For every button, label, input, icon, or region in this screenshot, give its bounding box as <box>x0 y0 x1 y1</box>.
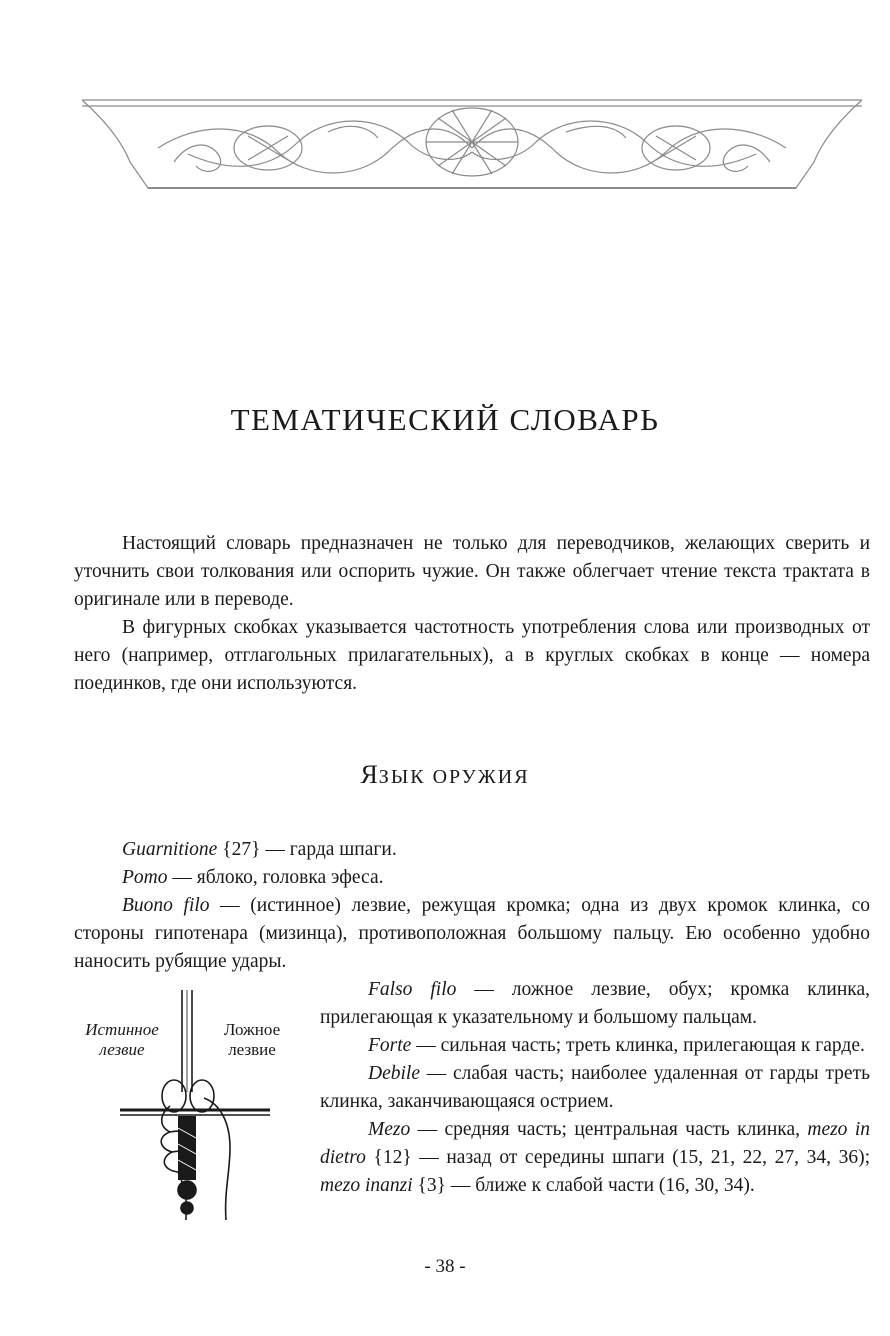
entry-term: Mezo <box>368 1119 411 1140</box>
intro-paragraph-1: Настоящий словарь предназначен не только для переводчиков, желающих сверить и уточнить свои толкования или оспорить чужие. Он также облегчает чтение текста трактата в оригинале или в переводе. <box>74 533 870 610</box>
entry-term: mezo inanzi <box>320 1175 413 1196</box>
page-title: ТЕМАТИЧЕСКИЙ СЛОВАРЬ <box>230 402 660 437</box>
decorative-scroll-ornament-icon <box>78 92 866 202</box>
entry-term: Pomo <box>122 867 168 888</box>
entry-definition: — слабая часть; наиболее удаленная от гарды треть клинка, заканчивающаяся острием. <box>320 1063 870 1112</box>
entry-term: Guarnitione <box>122 839 218 860</box>
sword-hilt-in-hand-icon <box>74 988 318 1228</box>
entry-definition: — средняя часть; центральная часть клинка, <box>410 1119 808 1140</box>
entry-term: Debile <box>368 1063 420 1084</box>
entry-definition: — (истинное) лезвие, режущая кромка; одна из двух кромок клинка, со стороны гипотенара (мизинца), противоположная большому пальцу. Ею особенно удобно наносить рубящие удары. <box>74 895 871 972</box>
entry-definition: — ложное лезвие, обух; кромка клинка, прилегающая к указательному и большому пальцам. <box>320 979 870 1028</box>
entry-mezo <box>320 1116 870 1200</box>
entry-definition: {12} — назад от середины шпаги (15, 21, 22, 27, 34, 36); <box>365 1147 870 1168</box>
section-title-rest: ЗЫК ОРУЖИЯ <box>378 766 530 788</box>
true-edge-label: Истинное лезвие <box>85 1020 159 1059</box>
entry-term: Falso filo <box>368 979 457 1000</box>
entry-forte <box>320 1032 870 1060</box>
entry-term: mezo in dietro <box>320 1119 870 1168</box>
intro-text <box>74 530 870 698</box>
entry-guarnitione <box>74 836 870 864</box>
intro-paragraph-2: В фигурных скобках указывается частотность употребления слова или производных от него (например, отглагольных прилагательных), а в круглых скобках в конце — номера поединков, где они используются. <box>74 617 870 694</box>
entry-falso-filo <box>320 976 870 1032</box>
entry-term: Forte <box>368 1035 412 1056</box>
false-edge-label: Ложное лезвие <box>223 1020 281 1059</box>
section-title <box>0 760 890 790</box>
entry-buono-filo <box>74 892 870 976</box>
section-title-capital: Я <box>360 760 379 789</box>
entry-debile <box>320 1060 870 1116</box>
page-number: - 38 - <box>424 1256 466 1277</box>
entry-term: Buono filo <box>122 895 210 916</box>
entry-definition: {3} — ближе к слабой части (16, 30, 34). <box>412 1175 755 1196</box>
entry-definition: — яблоко, головка эфеса. <box>167 867 384 888</box>
sword-illustration <box>74 988 318 1228</box>
entry-definition: — сильная часть; треть клинка, прилегающая к гарде. <box>411 1035 865 1056</box>
entry-pomo <box>74 864 870 892</box>
entry-definition: {27} — гарда шпаги. <box>217 839 397 860</box>
